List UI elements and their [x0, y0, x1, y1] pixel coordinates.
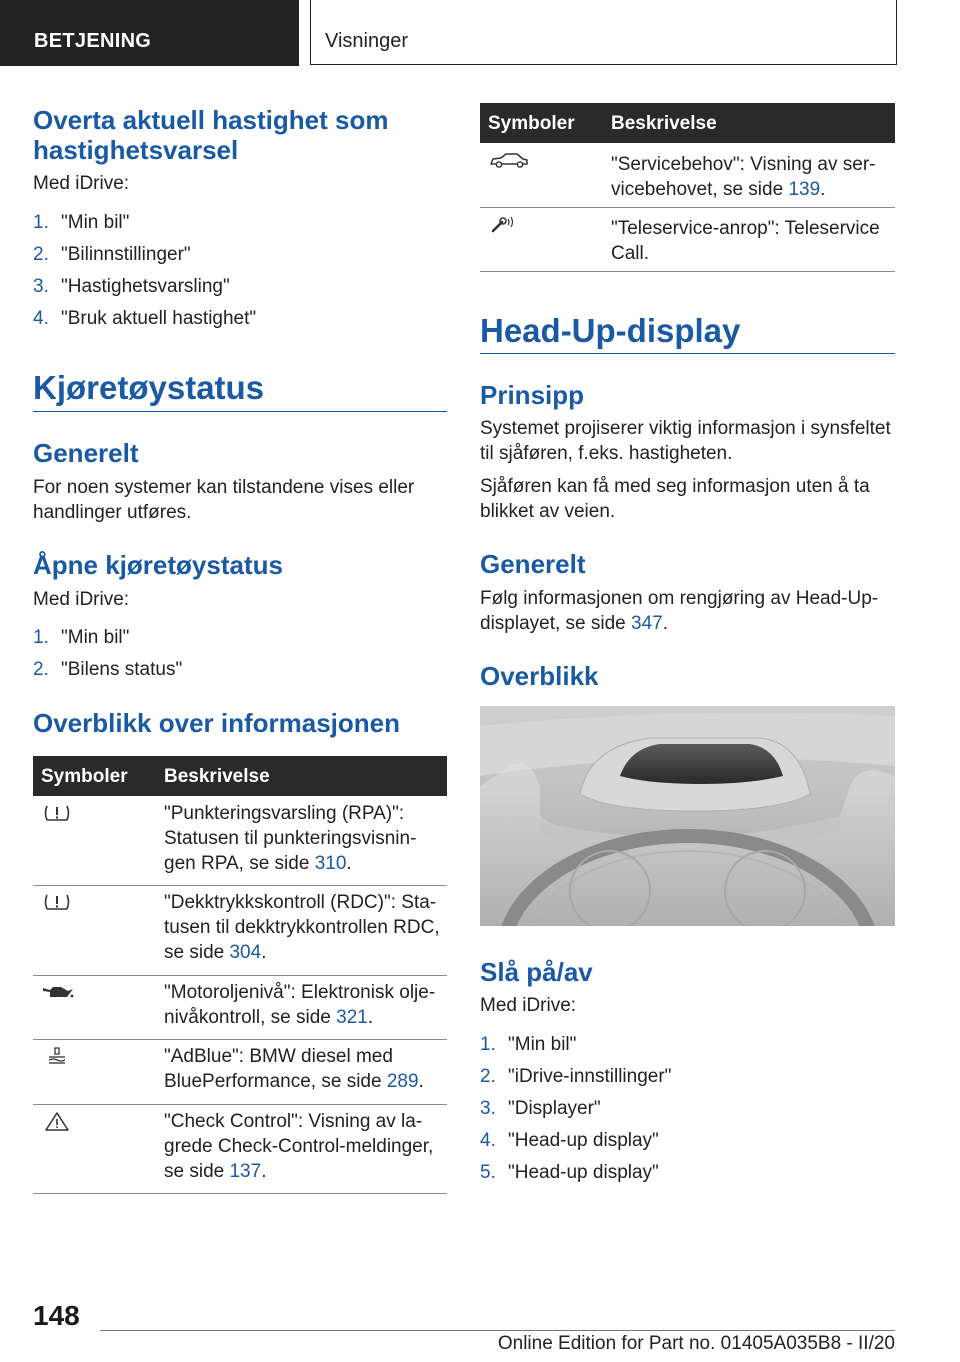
table-row — [33, 975, 447, 1040]
general-text: Følg informasjonen om rengjøring av Head-Up-displayet, se side 347. — [480, 588, 879, 634]
page-link[interactable]: 347 — [631, 613, 663, 634]
footer-rule — [100, 1330, 895, 1331]
table-header-symbols: Symboler — [488, 113, 575, 134]
header-chapter-tab — [310, 0, 897, 65]
table-header — [33, 756, 447, 796]
section-title-overview: Overblikk over informasjonen — [33, 708, 401, 738]
tire-pressure-warning-icon — [41, 802, 73, 824]
header-section-tab — [0, 0, 299, 66]
oil-can-icon — [41, 981, 75, 1003]
list-item: 3. "Hastighetsvarsling" — [33, 276, 230, 297]
principle-text: Systemet projiserer viktig informasjon i synsfeltet til sjåføren, f.eks. hastigheten. — [480, 418, 891, 464]
row-description: "Servicebehov": Visning av ser-vicebehovet, se side 139. — [611, 154, 876, 200]
table-header — [480, 103, 895, 143]
section-title-open-status: Åpne kjøretøystatus — [33, 550, 283, 580]
title-rule — [480, 353, 895, 354]
row-description: "Dekktrykkskontroll (RDC)": Sta-tusen til dekktrykkontrollen RDC, se side 304. — [164, 892, 440, 963]
adblue-icon — [41, 1045, 73, 1067]
intro-text: Med iDrive: — [33, 589, 130, 610]
row-description: "Check Control": Visning av la-grede Check-Control-meldinger, se side 137. — [164, 1111, 434, 1182]
title-rule — [33, 411, 447, 412]
tire-pressure-warning-icon — [41, 891, 73, 913]
chapter-title-vehicle-status: Kjøretøystatus — [33, 369, 265, 406]
list-item: 1. "Min bil" — [33, 212, 130, 233]
header-section-label: BETJENING — [34, 30, 152, 52]
principle-text: Sjåføren kan få med seg informasjon uten å ta blikket av veien. — [480, 476, 870, 522]
list-item: 5. "Head-up display" — [480, 1162, 659, 1183]
list-item: 1. "Min bil" — [480, 1034, 577, 1055]
table-row — [33, 1039, 447, 1105]
intro-text: Med iDrive: — [33, 173, 130, 194]
list-item: 3. "Displayer" — [480, 1098, 601, 1119]
table-header-description: Beskrivelse — [164, 766, 270, 787]
section-title-general: Generelt — [33, 438, 139, 468]
table-header-symbols: Symboler — [41, 766, 128, 787]
section-title-principle: Prinsipp — [480, 380, 585, 410]
list-item: 2. "iDrive-innstillinger" — [480, 1066, 672, 1087]
page-link[interactable]: 289 — [386, 1071, 419, 1092]
page-link[interactable]: 310 — [314, 853, 347, 874]
section-title-general: Generelt — [480, 549, 586, 579]
row-description: "AdBlue": BMW diesel med BluePerformance, se side 289. — [164, 1046, 424, 1092]
page-link[interactable]: 321 — [336, 1007, 368, 1028]
list-item: 2. "Bilens status" — [33, 659, 183, 680]
row-description: "Motoroljenivå": Elektronisk olje-nivåkontroll, se side 321. — [164, 982, 436, 1028]
page-link[interactable]: 137 — [229, 1161, 262, 1182]
row-description: "Punkteringsvarsling (RPA)": Statusen til punkteringsvisnin-gen RPA, se side 310. — [164, 803, 417, 874]
footer-edition: Online Edition for Part no. 01405A035B8 - II/20 — [497, 1333, 895, 1354]
page-link[interactable]: 304 — [229, 942, 262, 963]
table-row — [33, 1104, 447, 1194]
table-header-description: Beskrivelse — [611, 113, 717, 134]
section-title-on-off: Slå på/av — [480, 957, 593, 987]
section-title-speed-limit: Overta aktuell hastighet som hastighetsvarsel — [33, 105, 389, 165]
section-title-overview: Overblikk — [480, 661, 599, 691]
table-row — [33, 796, 447, 886]
header-chapter-label: Visninger — [325, 30, 409, 52]
head-up-display-photo — [480, 706, 895, 926]
list-item: 2. "Bilinnstillinger" — [33, 244, 191, 265]
intro-text: Med iDrive: — [480, 995, 577, 1016]
list-item: 4. "Bruk aktuell hastighet" — [33, 308, 257, 329]
warning-triangle-icon — [41, 1110, 73, 1132]
general-text: For noen systemer kan tilstandene vises eller handlinger utføres. — [33, 477, 415, 523]
list-item: 4. "Head-up display" — [480, 1130, 659, 1151]
table-row — [33, 885, 447, 976]
table-row — [480, 143, 895, 208]
teleservice-wrench-icon — [488, 213, 520, 235]
row-description: "Teleservice-anrop": Teleservice Call. — [611, 218, 880, 264]
car-service-icon — [488, 149, 530, 171]
chapter-title-head-up-display: Head-Up-display — [480, 312, 741, 349]
page-link[interactable]: 139 — [788, 179, 821, 200]
page-number: 148 — [33, 1300, 80, 1331]
table-row — [480, 207, 895, 272]
list-item: 1. "Min bil" — [33, 627, 130, 648]
